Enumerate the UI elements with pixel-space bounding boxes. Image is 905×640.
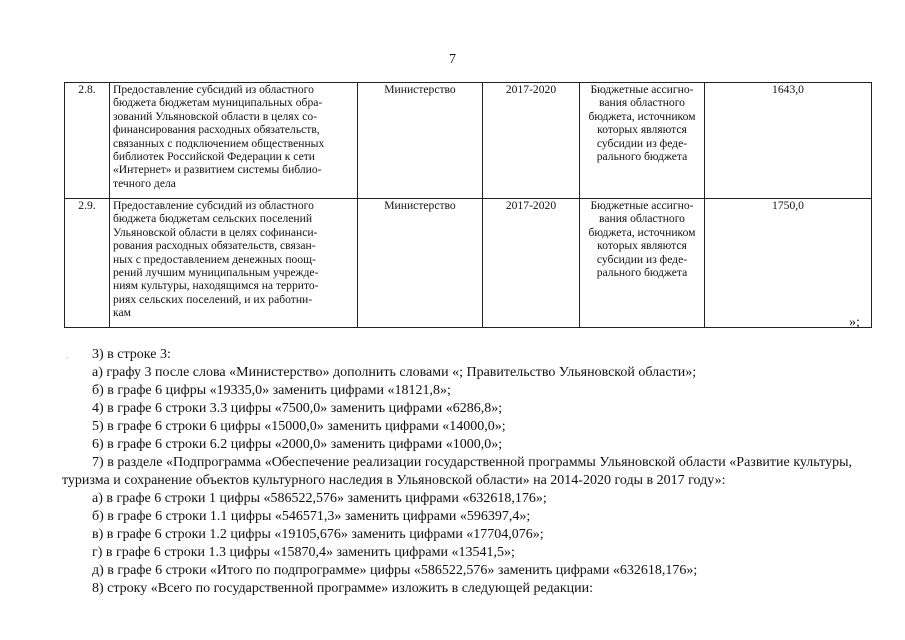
row-number: 2.8.	[65, 83, 110, 199]
paragraph: г) в графе 6 строки 1.3 цифры «15870,4» заменить цифрами «13541,5»;	[92, 545, 515, 560]
description-line: библиотек Российской Федерации к сети	[113, 150, 316, 164]
paragraph: 4) в графе 6 строки 3.3 цифры «7500,0» заменить цифрами «6286,8»;	[92, 401, 503, 416]
row-description	[110, 83, 358, 199]
source-line: Бюджетные ассигно-	[590, 83, 694, 96]
description-line: Предоставление субсидий из областного	[113, 83, 314, 96]
scan-mark: `	[66, 356, 69, 365]
paragraph: 8) строку «Всего по государственной программе» изложить в следующей редакции:	[92, 581, 594, 596]
paragraph: б) в графе 6 цифры «19335,0» заменить цифрами «18121,8»;	[92, 383, 451, 398]
paragraph: а) графу 3 после слова «Министерство» дополнить словами «; Правительство Ульяновской области»;	[92, 365, 697, 380]
paragraph: 6) в графе 6 строки 6.2 цифры «2000,0» заменить цифрами «1000,0»;	[92, 437, 503, 452]
description-line: финансирования расходных обязательств,	[113, 123, 320, 137]
source-line: рального бюджета	[596, 266, 688, 280]
source-line: субсидии из феде-	[596, 252, 688, 266]
description-line: связанных с подключением общественных	[113, 136, 325, 150]
description-line: зований Ульяновской области в целях со-	[113, 109, 318, 123]
paragraph: 5) в графе 6 строки 6 цифры «15000,0» заменить цифрами «14000,0»;	[92, 419, 506, 434]
amendment-table	[64, 82, 872, 328]
paragraph: в) в графе 6 строки 1.2 цифры «19105,676» заменить цифрами «17704,076»;	[92, 527, 544, 542]
paragraph: 7) в разделе «Подпрограмма «Обеспечение реализации государственной программы Ульяновской области «Развитие культуры, туризма и сохранение объектов культурного наследия в Ульяновской области» на 2014-2020 годы в 2017 году»:	[62, 455, 852, 488]
paragraph: д) в графе 6 строки «Итого по подпрограмме» цифры «586522,576» заменить цифрами «632618,176»;	[92, 563, 698, 578]
row-description	[110, 199, 358, 328]
source-line: которых являются	[597, 123, 687, 137]
row-years: 2017-2020	[483, 199, 580, 328]
description-line: бюджета бюджетам муниципальных обра-	[113, 96, 323, 110]
row-funding-source	[580, 199, 705, 328]
description-line: течного дела	[113, 176, 176, 190]
page-number: 7	[449, 52, 456, 67]
row-funding-source	[580, 83, 705, 199]
source-line: рального бюджета	[596, 150, 688, 164]
description-line: ных с предоставлением денежных поощ-	[113, 252, 316, 266]
source-line: бюджета, источником	[588, 109, 696, 123]
description-line: ниям культуры, находящимся на террито-	[113, 279, 319, 293]
source-line: субсидии из феде-	[596, 136, 688, 150]
paragraph: 3) в строке 3:	[92, 347, 171, 362]
description-line: бюджета бюджетам сельских поселений	[113, 212, 313, 226]
description-line: Ульяновской области в целях софинанси-	[113, 225, 318, 239]
closing-quote: »;	[849, 315, 860, 330]
description-line: Предоставление субсидий из областного	[113, 199, 314, 212]
document-body	[62, 346, 852, 598]
source-line: Бюджетные ассигно-	[590, 199, 694, 212]
description-line: рений лучшим муниципальным учрежде-	[113, 266, 319, 280]
description-line: риях сельских поселений, и их работни-	[113, 292, 313, 306]
paragraph: б) в графе 6 строки 1.1 цифры «546571,3» заменить цифрами «596397,4»;	[92, 509, 531, 524]
row-organization: Министерство	[358, 83, 483, 199]
table-row	[65, 83, 872, 199]
row-amount: 1750,0	[705, 199, 872, 328]
source-line: вания областного	[599, 212, 685, 226]
description-line: кам	[113, 306, 131, 320]
paragraph: а) в графе 6 строки 1 цифры «586522,576» заменить цифрами «632618,176»;	[92, 491, 547, 506]
table-row	[65, 199, 872, 328]
row-organization: Министерство	[358, 199, 483, 328]
source-line: вания областного	[599, 96, 685, 110]
row-number: 2.9.	[65, 199, 110, 328]
description-line: рования расходных обязательств, связан-	[113, 239, 316, 253]
source-line: которых являются	[597, 239, 687, 253]
row-amount: 1643,0	[705, 83, 872, 199]
source-line: бюджета, источником	[588, 225, 696, 239]
row-years: 2017-2020	[483, 83, 580, 199]
description-line: «Интернет» и развитием системы библио-	[113, 163, 322, 177]
